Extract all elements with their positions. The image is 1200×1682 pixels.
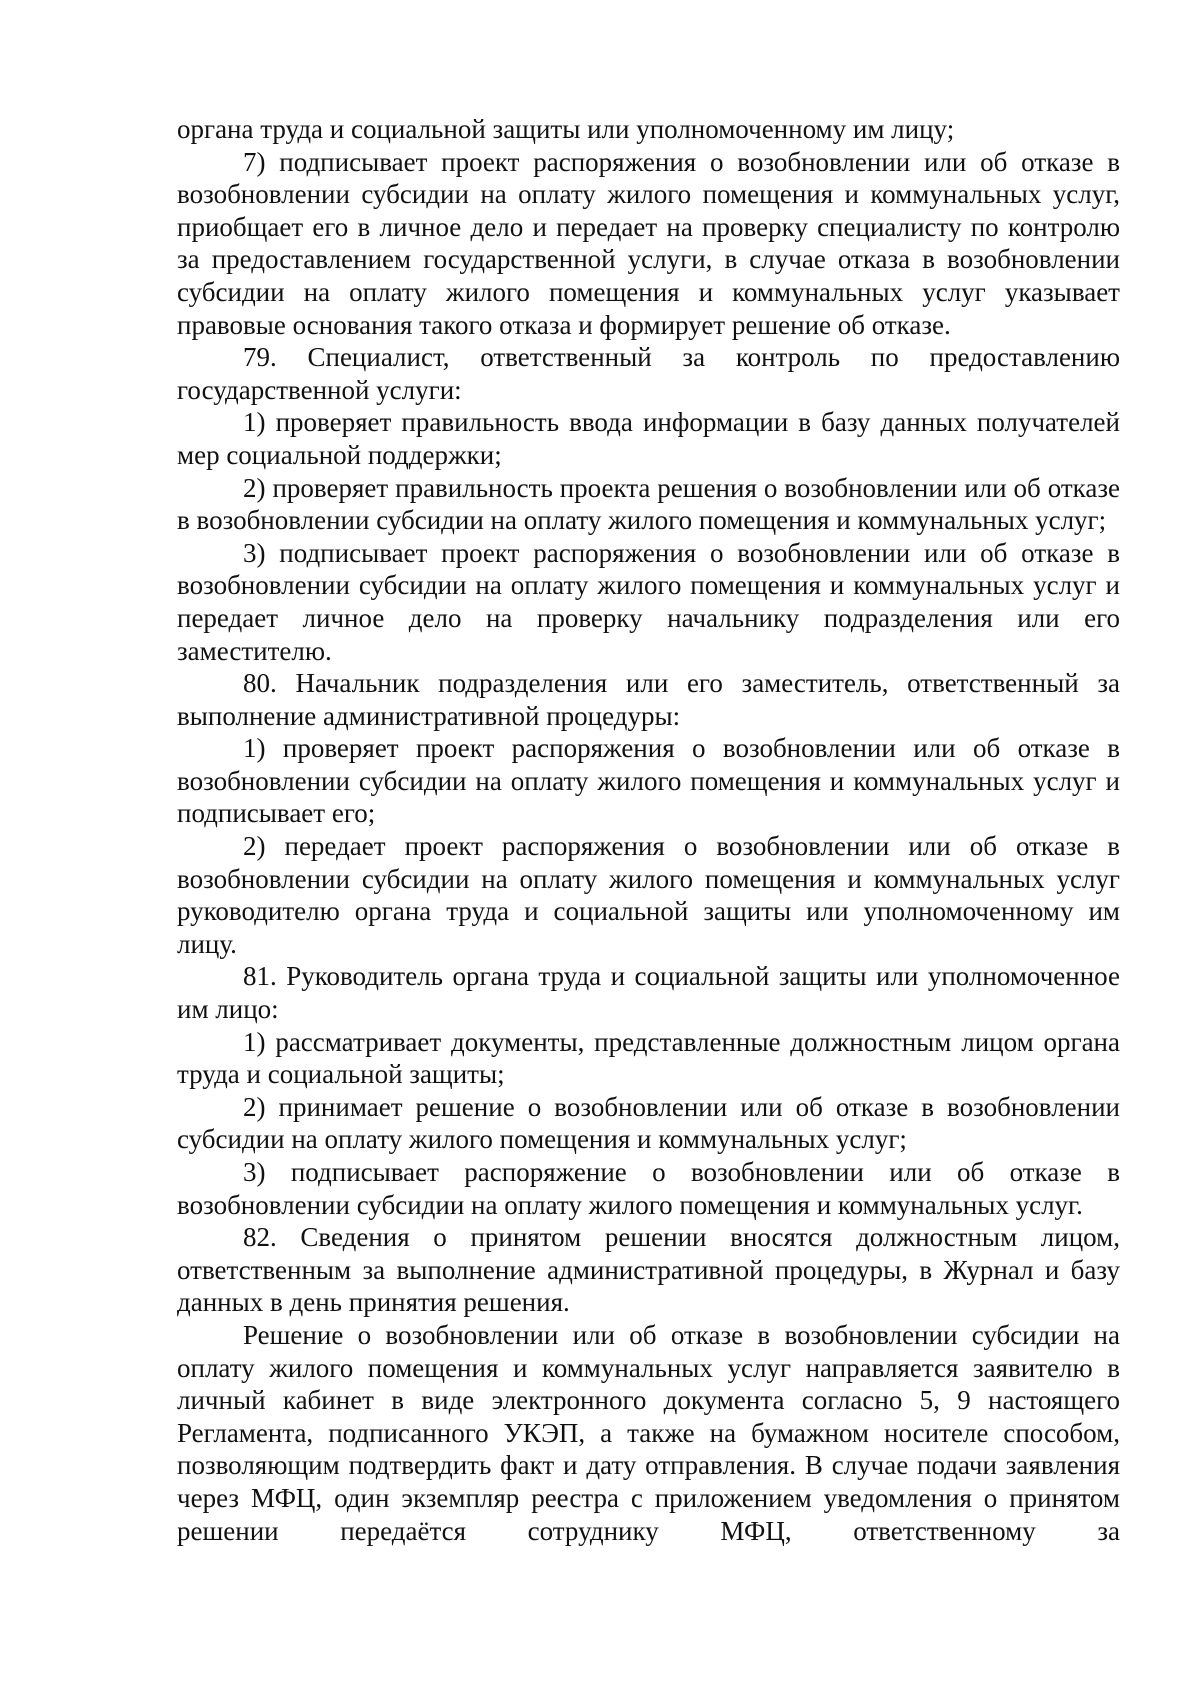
paragraph-79-item-1: 1) проверяет правильность ввода информации в базу данных получателей мер социальной поддержки; (177, 407, 1120, 470)
paragraph-item-7: 7) подписывает проект распоряжения о возобновлении или об отказе в возобновлении субсидии на оплату жилого помещения и коммунальных услуг, приобщает его в личное дело и передает на проверку специалисту по контролю за предоставлением государственной услуги, в случае отказа в возобновлении субсидии на оплату жилого помещения и коммунальных услуг указывает правовые основания такого отказа и формирует решение об отказе. (177, 146, 1120, 340)
paragraph-82: 82. Сведения о принятом решении вносятся должностным лицом, ответственным за выполнение административной процедуры, в Журнал и базу данных в день принятия решения. (177, 1222, 1120, 1318)
document-body (177, 113, 1120, 1547)
paragraph-80-item-1: 1) проверяет проект распоряжения о возобновлении или об отказе в возобновлении субсидии на оплату жилого помещения и коммунальных услуг и подписывает его; (177, 733, 1120, 829)
paragraph-80-item-2: 2) передает проект распоряжения о возобновлении или об отказе в возобновлении субсидии на оплату жилого помещения и коммунальных услуг руководителю органа труда и социальной защиты или уполномоченному им лицу. (177, 831, 1120, 959)
paragraph-81-item-1: 1) рассматривает документы, представленные должностным лицом органа труда и социальной защиты; (177, 1026, 1120, 1090)
paragraph-80: 80. Начальник подразделения или его заместитель, ответственный за выполнение административной процедуры: (177, 668, 1120, 731)
paragraph-79-item-3: 3) подписывает проект распоряжения о возобновлении или об отказе в возобновлении субсидии на оплату жилого помещения и коммунальных услуг и передает личное дело на проверку начальнику подразделения или его заместителю. (177, 537, 1120, 666)
paragraph-79-item-2: 2) проверяет правильность проекта решения о возобновлении или об отказе в возобновлении субсидии на оплату жилого помещения и коммунальных услуг; (177, 472, 1120, 536)
paragraph-81-item-3: 3) подписывает распоряжение о возобновлении или об отказе в возобновлении субсидии на оплату жилого помещения и коммунальных услуг. (177, 1157, 1120, 1220)
paragraph-81: 81. Руководитель органа труда и социальной защиты или уполномоченное им лицо: (177, 961, 1120, 1025)
paragraph-decision-notice: Решение о возобновлении или об отказе в возобновлении субсидии на оплату жилого помещения и коммунальных услуг направляется заявителю в личный кабинет в виде электронного документа согласно 5, 9 настоящего Регламента, подписанного УКЭП, а также на бумажном носителе способом, позволяющим подтвердить факт и дату отправления. В случае подачи заявления через МФЦ, один экземпляр реестра с приложением уведомления о принятом решении передаётся сотруднику МФЦ, ответственному за (177, 1319, 1120, 1546)
paragraph-81-item-2: 2) принимает решение о возобновлении или об отказе в возобновлении субсидии на оплату жилого помещения и коммунальных услуг; (177, 1091, 1120, 1155)
paragraph-continuation: органа труда и социальной защиты или уполномоченному им лицу; (177, 114, 955, 144)
paragraph-79: 79. Специалист, ответственный за контроль по предоставлению государственной услуги: (177, 342, 1120, 405)
